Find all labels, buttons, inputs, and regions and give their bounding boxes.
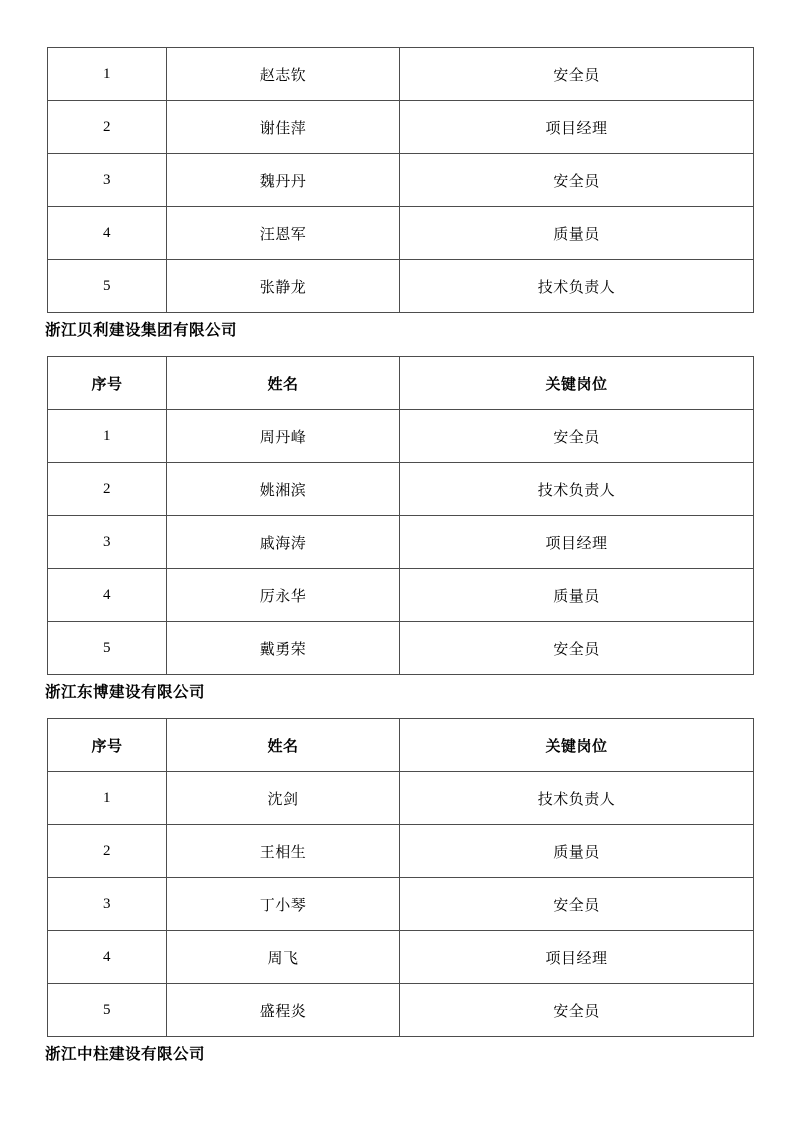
cell-name: 盛程炎 [167,984,400,1037]
cell-position: 质量员 [400,825,754,878]
company-heading-trailing: 浙江中柱建设有限公司 [45,1046,206,1063]
cell-no: 5 [48,984,167,1037]
table-row [48,772,754,825]
cell-name: 王相生 [167,825,400,878]
cell-position: 项目经理 [400,931,754,984]
cell-name: 戚海涛 [167,516,400,569]
header-cell-name: 姓名 [167,719,400,772]
cell-no: 1 [48,48,167,101]
cell-no: 1 [48,772,167,825]
table-row [48,984,754,1037]
document-content [47,0,753,1080]
header-cell-position: 关键岗位 [400,357,754,410]
table-row [48,48,754,101]
table-row [48,463,754,516]
table-row [48,931,754,984]
cell-no: 4 [48,931,167,984]
cell-position: 安全员 [400,154,754,207]
table-row [48,569,754,622]
table-row [48,101,754,154]
header-cell-position: 关键岗位 [400,719,754,772]
table-header-row [48,357,754,410]
table-row [48,207,754,260]
cell-name: 汪恩军 [167,207,400,260]
table-row [48,260,754,313]
cell-position: 安全员 [400,48,754,101]
cell-position: 安全员 [400,984,754,1037]
cell-no: 4 [48,569,167,622]
table-row [48,410,754,463]
cell-name: 魏丹丹 [167,154,400,207]
cell-no: 2 [48,825,167,878]
header-cell-name: 姓名 [167,357,400,410]
cell-name: 赵志钦 [167,48,400,101]
cell-position: 安全员 [400,878,754,931]
cell-position: 技术负责人 [400,463,754,516]
cell-no: 2 [48,463,167,516]
table-header-row [48,719,754,772]
cell-name: 戴勇荣 [167,622,400,675]
cell-name: 厉永华 [167,569,400,622]
cell-no: 5 [48,260,167,313]
table-row [48,878,754,931]
cell-position: 质量员 [400,207,754,260]
cell-position: 安全员 [400,410,754,463]
cell-name: 张静龙 [167,260,400,313]
cell-no: 4 [48,207,167,260]
cell-no: 3 [48,154,167,207]
table-row [48,154,754,207]
cell-name: 周丹峰 [167,410,400,463]
cell-name: 姚湘滨 [167,463,400,516]
cell-name: 沈剑 [167,772,400,825]
personnel-table-1 [47,47,754,313]
table-row [48,622,754,675]
cell-position: 技术负责人 [400,772,754,825]
table-row [48,825,754,878]
cell-no: 2 [48,101,167,154]
company-heading: 浙江东博建设有限公司 [45,684,206,701]
cell-position: 项目经理 [400,516,754,569]
cell-name: 周飞 [167,931,400,984]
cell-position: 技术负责人 [400,260,754,313]
cell-position: 质量员 [400,569,754,622]
cell-name: 丁小琴 [167,878,400,931]
header-cell-no: 序号 [48,357,167,410]
cell-position: 项目经理 [400,101,754,154]
table-row [48,516,754,569]
cell-position: 安全员 [400,622,754,675]
cell-no: 3 [48,878,167,931]
header-cell-no: 序号 [48,719,167,772]
cell-no: 3 [48,516,167,569]
personnel-table-3 [47,718,754,1037]
personnel-table-2 [47,356,754,675]
company-heading: 浙江贝利建设集团有限公司 [45,322,238,339]
cell-name: 谢佳萍 [167,101,400,154]
cell-no: 5 [48,622,167,675]
cell-no: 1 [48,410,167,463]
